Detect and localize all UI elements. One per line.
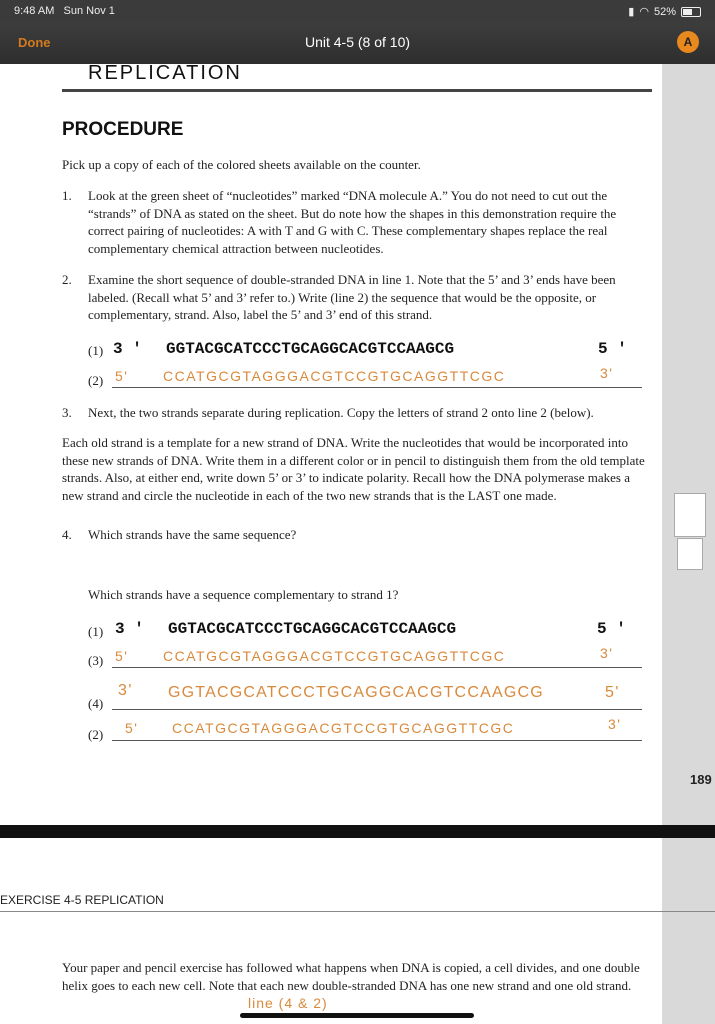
step2-text: Examine the short sequence of double-stranded DNA in line 1. Note that the 5’ and 3’ ends have been labeled. (Recall what 5’ and 3’ refer to.) Write (line 2) the sequence that would be the opposite, or complementary, strand. Also, label the 5’ and 3’ end of this strand. — [88, 272, 616, 322]
strand-end: 3 ' — [115, 620, 144, 638]
handwritten-end: 5' — [125, 720, 139, 736]
handwritten-end: 3' — [600, 645, 614, 661]
header-rule — [62, 89, 652, 92]
done-button[interactable]: Done — [18, 35, 51, 50]
exercise-rule — [0, 911, 715, 912]
page-number: 189 — [690, 772, 712, 787]
handwritten-end: 5' — [115, 368, 129, 384]
step1-text: Look at the green sheet of “nucleotides” marked “DNA molecule A.” You do not need to cut out the “strands” of DNA as stated on the sheet. But do note how the shapes in this demonstration require the correct pairing of nucleotides: A with T and G with C. These complementary shapes replace the real complementary chemical attraction between nucleotides. — [88, 188, 617, 256]
signal-icon: ▮ — [628, 6, 635, 18]
strand-end: 3 ' — [113, 340, 142, 358]
strand-sequence: GGTACGCATCCCTGCAGGCACGTCCAAGCG — [168, 620, 457, 638]
strand-label: (1) — [88, 624, 104, 639]
question-complementary: Which strands have a sequence complementary to strand 1? — [88, 587, 399, 602]
procedure-heading: PROCEDURE — [62, 119, 184, 140]
answer-line — [112, 387, 642, 388]
handwritten-end: 3' — [118, 682, 133, 699]
markup-icon[interactable]: A — [677, 31, 699, 53]
status-bar — [0, 0, 715, 22]
handwritten-end: 5' — [605, 684, 620, 701]
battery-icon — [681, 7, 701, 17]
battery-percent: 52% — [653, 5, 676, 18]
handwritten-end: 3' — [608, 716, 622, 732]
handwritten-sequence: GGTACGCATCCCTGCAGGCACGTCCAAGCG — [168, 684, 544, 701]
strand-label: (3) — [88, 653, 104, 668]
intro-text: Pick up a copy of each of the colored sheets available on the counter. — [62, 157, 421, 172]
document-title: Unit 4-5 (8 of 10) — [304, 34, 411, 50]
handwritten-end: 5' — [115, 648, 129, 664]
strand-label: (2) — [88, 373, 104, 388]
step2-num: 2. — [62, 272, 72, 287]
strand-sequence: GGTACGCATCCCTGCAGGCACGTCCAAGCG — [166, 340, 455, 358]
strand-label: (1) — [88, 343, 104, 358]
page-thumbnail-next[interactable] — [677, 538, 703, 570]
step1-num: 1. — [62, 188, 72, 203]
strand-end: 5 ' — [598, 340, 627, 358]
status-icons — [628, 5, 701, 18]
step4-text: Which strands have the same sequence? — [88, 527, 297, 542]
handwritten-sequence: CCATGCGTAGGGACGTCCGTGCAGGTTCGC — [163, 648, 506, 664]
step4-num: 4. — [62, 527, 72, 542]
handwritten-sequence: CCATGCGTAGGGACGTCCGTGCAGGTTCGC — [163, 368, 506, 384]
exercise-header: EXERCISE 4-5 REPLICATION — [0, 893, 164, 907]
nav-bar — [0, 22, 715, 64]
home-indicator[interactable] — [240, 1013, 474, 1018]
strand-end: 5 ' — [597, 620, 626, 638]
closing-paragraph: Your paper and pencil exercise has followed what happens when DNA is copied, a cell divides, and one double helix goes to each new cell. Note that each new double-stranded DNA has one new strand and one old strand. — [62, 960, 640, 993]
answer-line — [112, 709, 642, 710]
step3-num: 3. — [62, 405, 72, 420]
status-time: 9:48 AM Sun Nov 1 — [14, 5, 115, 17]
answer-line — [112, 740, 642, 741]
instructions-paragraph: Each old strand is a template for a new strand of DNA. Write the nucleotides that would be incorporated into these new strands of DNA. Write them in a different color or in pencil to distinguish them from the old template strands. Also, at either end, write down 5’ or 3’ to indicate polarity. Recall how the DNA polymerase makes a new strand and circle the nucleotide in each of the two new strands that is the LAST one made. — [62, 435, 645, 503]
wifi-icon: ◠ — [639, 6, 649, 18]
section-header: REPLICATION — [88, 62, 242, 84]
step3-text: Next, the two strands separate during replication. Copy the letters of strand 2 onto line 2 (below). — [88, 405, 594, 420]
answer-line — [112, 667, 642, 668]
strand-label: (4) — [88, 696, 104, 711]
page-thumbnail-current[interactable] — [674, 493, 706, 537]
strand-label: (2) — [88, 727, 104, 742]
page-thumbnail-sidebar-lower — [662, 838, 715, 1024]
page-separator — [0, 825, 715, 838]
handwritten-note: line (4 & 2) — [248, 995, 328, 1011]
page-thumbnail-sidebar — [662, 64, 715, 825]
handwritten-end: 3' — [600, 365, 614, 381]
handwritten-sequence: CCATGCGTAGGGACGTCCGTGCAGGTTCGC — [172, 720, 515, 736]
